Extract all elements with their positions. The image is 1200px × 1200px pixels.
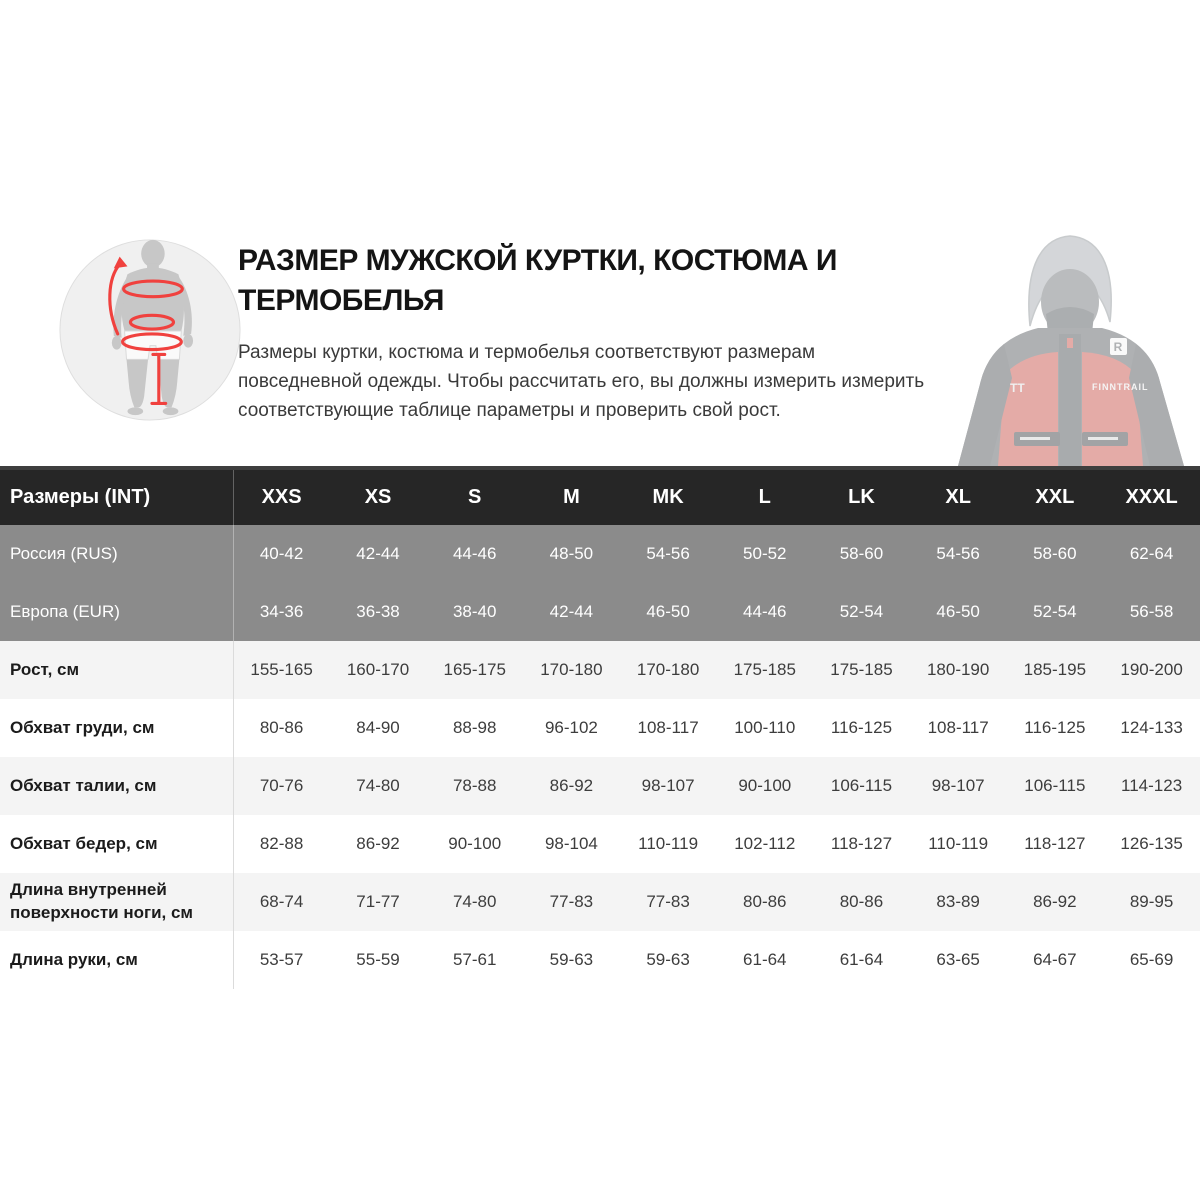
jacket-brand-label: FINNTRAIL (1092, 382, 1149, 392)
table-cell: 61-64 (813, 931, 910, 989)
table-cell: 68-74 (233, 873, 330, 931)
table-row (0, 873, 1200, 931)
table-row (0, 757, 1200, 815)
table-cell: 55-59 (330, 931, 427, 989)
table-cell: 77-83 (523, 873, 620, 931)
body-measurement-diagram (57, 237, 243, 423)
table-cell: 50-52 (716, 525, 813, 583)
table-cell: 116-125 (1007, 699, 1104, 757)
table-cell: 48-50 (523, 525, 620, 583)
table-row (0, 699, 1200, 757)
table-cell: 88-98 (426, 699, 523, 757)
table-cell: 46-50 (620, 583, 717, 641)
table-cell: 74-80 (426, 873, 523, 931)
table-cell: 44-46 (716, 583, 813, 641)
jacket-product-image (942, 222, 1200, 466)
table-cell: 82-88 (233, 815, 330, 873)
table-cell: 52-54 (1007, 583, 1104, 641)
table-cell: 114-123 (1103, 757, 1200, 815)
table-cell: 175-185 (716, 641, 813, 699)
table-cell: 59-63 (523, 931, 620, 989)
table-cell: 102-112 (716, 815, 813, 873)
table-cell: 108-117 (910, 699, 1007, 757)
table-cell: 58-60 (1007, 525, 1104, 583)
table-cell: 56-58 (1103, 583, 1200, 641)
table-cell: 118-127 (813, 815, 910, 873)
table-cell: 90-100 (426, 815, 523, 873)
table-cell: 46-50 (910, 583, 1007, 641)
size-table-body (0, 525, 1200, 989)
table-cell: 57-61 (426, 931, 523, 989)
table-cell: 80-86 (813, 873, 910, 931)
size-column-header: LK (813, 468, 910, 525)
size-column-header: XXXL (1103, 468, 1200, 525)
svg-text:TT: TT (1010, 381, 1025, 395)
size-column-header: S (426, 468, 523, 525)
table-cell: 53-57 (233, 931, 330, 989)
table-cell: 86-92 (523, 757, 620, 815)
table-cell: 180-190 (910, 641, 1007, 699)
row-label: Обхват бедер, см (0, 815, 233, 873)
size-column-header: XS (330, 468, 427, 525)
table-cell: 63-65 (910, 931, 1007, 989)
table-cell: 190-200 (1103, 641, 1200, 699)
table-cell: 165-175 (426, 641, 523, 699)
table-cell: 106-115 (1007, 757, 1104, 815)
table-cell: 160-170 (330, 641, 427, 699)
table-cell: 65-69 (1103, 931, 1200, 989)
table-cell: 64-67 (1007, 931, 1104, 989)
size-chart-table (0, 466, 1200, 989)
size-column-header: MK (620, 468, 717, 525)
row-label: Европа (EUR) (0, 583, 233, 641)
table-cell: 59-63 (620, 931, 717, 989)
size-column-header: XL (910, 468, 1007, 525)
table-cell: 71-77 (330, 873, 427, 931)
table-cell: 116-125 (813, 699, 910, 757)
row-label: Длина руки, см (0, 931, 233, 989)
row-label: Длина внутренней поверхности ноги, см (0, 873, 233, 931)
corner-header-cell: Размеры (INT) (0, 468, 233, 525)
table-cell: 108-117 (620, 699, 717, 757)
table-cell: 58-60 (813, 525, 910, 583)
table-cell: 54-56 (620, 525, 717, 583)
table-cell: 89-95 (1103, 873, 1200, 931)
table-cell: 42-44 (523, 583, 620, 641)
table-cell: 62-64 (1103, 525, 1200, 583)
table-cell: 40-42 (233, 525, 330, 583)
table-cell: 96-102 (523, 699, 620, 757)
table-cell: 170-180 (523, 641, 620, 699)
table-cell: 70-76 (233, 757, 330, 815)
table-row (0, 583, 1200, 641)
table-row (0, 525, 1200, 583)
page-title: РАЗМЕР МУЖСКОЙ КУРТКИ, КОСТЮМА И ТЕРМОБЕЛЬЯ (238, 244, 837, 317)
row-label: Обхват талии, см (0, 757, 233, 815)
size-column-header: XXL (1007, 468, 1104, 525)
table-cell: 77-83 (620, 873, 717, 931)
size-guide-header-section (0, 0, 1200, 466)
table-cell: 80-86 (233, 699, 330, 757)
table-cell: 98-107 (910, 757, 1007, 815)
table-cell: 83-89 (910, 873, 1007, 931)
table-cell: 42-44 (330, 525, 427, 583)
table-row (0, 641, 1200, 699)
table-cell: 98-104 (523, 815, 620, 873)
table-cell: 86-92 (330, 815, 427, 873)
row-label: Обхват груди, см (0, 699, 233, 757)
row-label: Россия (RUS) (0, 525, 233, 583)
table-row (0, 931, 1200, 989)
table-cell: 34-36 (233, 583, 330, 641)
size-column-header: L (716, 468, 813, 525)
table-cell: 170-180 (620, 641, 717, 699)
table-cell: 175-185 (813, 641, 910, 699)
table-cell: 124-133 (1103, 699, 1200, 757)
table-cell: 86-92 (1007, 873, 1104, 931)
size-column-header: M (523, 468, 620, 525)
table-cell: 90-100 (716, 757, 813, 815)
table-cell: 52-54 (813, 583, 910, 641)
size-column-header: XXS (233, 468, 330, 525)
table-row (0, 815, 1200, 873)
page-description: Размеры куртки, костюма и термобелья соответствуют размерам повседневной одежды. Чтобы рассчитать его, вы должны измерить измерить соответствующие таблице параметры и проверить свой рост. (238, 342, 925, 421)
table-cell: 44-46 (426, 525, 523, 583)
row-label: Рост, см (0, 641, 233, 699)
table-cell: 36-38 (330, 583, 427, 641)
jacket-logo-r: R (1113, 340, 1123, 354)
table-cell: 106-115 (813, 757, 910, 815)
table-cell: 78-88 (426, 757, 523, 815)
table-cell: 100-110 (716, 699, 813, 757)
table-cell: 126-135 (1103, 815, 1200, 873)
table-cell: 185-195 (1007, 641, 1104, 699)
table-cell: 61-64 (716, 931, 813, 989)
table-cell: 54-56 (910, 525, 1007, 583)
table-cell: 155-165 (233, 641, 330, 699)
table-cell: 110-119 (620, 815, 717, 873)
measurement-figure-icon (57, 237, 243, 423)
table-cell: 74-80 (330, 757, 427, 815)
table-cell: 80-86 (716, 873, 813, 931)
size-table-header-row (0, 468, 1200, 525)
table-cell: 110-119 (910, 815, 1007, 873)
table-cell: 84-90 (330, 699, 427, 757)
table-cell: 98-107 (620, 757, 717, 815)
table-cell: 38-40 (426, 583, 523, 641)
table-cell: 118-127 (1007, 815, 1104, 873)
